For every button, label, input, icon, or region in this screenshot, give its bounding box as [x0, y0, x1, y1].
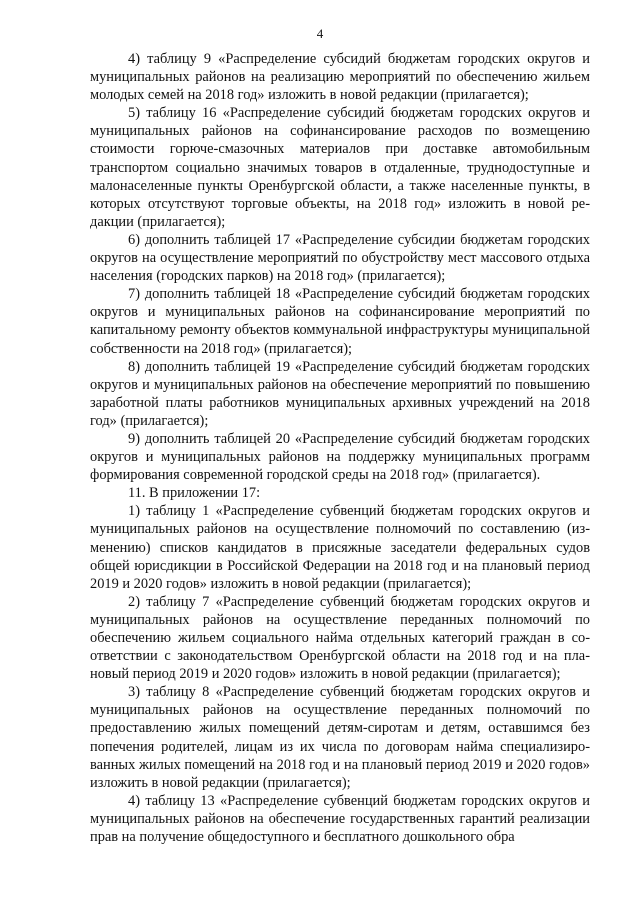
paragraph-item-1-table-1: 1) таблицу 1 «Распределение субвенций бюджетам городских округов и муниципальных районов на осуществление полномочий по составлению (изменению) списков кандидатов в присяжные заседатели федеральных судов общей юрисдикции в Российской Федерации на 2018 год и на плановый период 2019 и 2020 годов» изложить в новой редакции (прилагается);: [90, 503, 590, 592]
paragraph-item-5-table-16: 5) таблицу 16 «Распределение субсидий бюджетам городских округов и муниципальных районов на софинансирование расходов по возмещению стоимости горюче-смазочных материалов при доставке автомобильным транспортом социально значимых товаров в отдаленные, труднодоступные и малонаселенные пункты Оренбургской области, а также населенные пункты, в которых отсутствуют торговые объекты, на 2018 год» изложить в новой редакции (прилагается);: [90, 105, 590, 230]
paragraph-item-3-table-8: 3) таблицу 8 «Распределение субвенций бюджетам городских округов и муниципальных районов на осуществление переданных полномочий по предоставлению жилых помещений детям-сиротам и детям, оставшимся без попечения родителей, лицам из их числа по договорам найма специализированных жилых помещений на 2018 год и на плановый период 2019 и 2020 годов» изложить в новой редакции (прилагается);: [90, 684, 590, 791]
paragraph-item-8-table-19: 8) дополнить таблицей 19 «Распределение субсидий бюджетам городских округов и муниципальных районов на обеспечение мероприятий по повышению заработной платы работников муниципальных архивных учреждений на 2018 год» (прилагается);: [90, 358, 590, 429]
paragraph-item-7-table-18: 7) дополнить таблицей 18 «Распределение субсидий бюджетам городских округов и муниципальных районов на софинансирование мероприятий по капитальному ремонту объектов коммунальной инфраструктуры муниципальной собственности на 2018 год» (прилагается);: [90, 286, 590, 357]
document-body: [90, 50, 590, 846]
page-number: 4: [316, 26, 324, 41]
paragraph-item-6-table-17: 6) дополнить таблицей 17 «Распределение субсидии бюджетам городских округов на осуществление мероприятий по обустройству мест массового отдыха населения (городских парков) на 2018 год» (прилагается);: [90, 231, 590, 285]
paragraph-item-2-table-7: 2) таблицу 7 «Распределение субвенций бюджетам городских округов и муниципальных районов на осуществление переданных полномочий по обеспечению жильем социального найма отдельных категорий граждан в соответствии с законодательством Оренбургской области на 2018 год и на плановый период 2019 и 2020 годов» изложить в новой редакции (прилагается);: [90, 593, 590, 683]
paragraph-item-9-table-20: 9) дополнить таблицей 20 «Распределение субсидий бюджетам городских округов и муниципальных районов на поддержку муниципальных программ формирования современной городской среды на 2018 год» (прилагается).: [90, 430, 590, 484]
section-heading-appendix-17: 11. В приложении 17:: [128, 485, 261, 502]
paragraph-item-4-table-13: 4) таблицу 13 «Распределение субвенций бюджетам городских округов и муниципальных районов на обеспечение государственных гарантий реализации прав на получение общедоступного и бесплатного дошкольного обра: [90, 792, 590, 846]
paragraph-item-4-table-9: 4) таблицу 9 «Распределение субсидий бюджетам городских округов и муниципальных районов на реализацию мероприятий по обеспечению жильем молодых семей на 2018 год» изложить в новой редакции (прилагается);: [90, 51, 590, 104]
